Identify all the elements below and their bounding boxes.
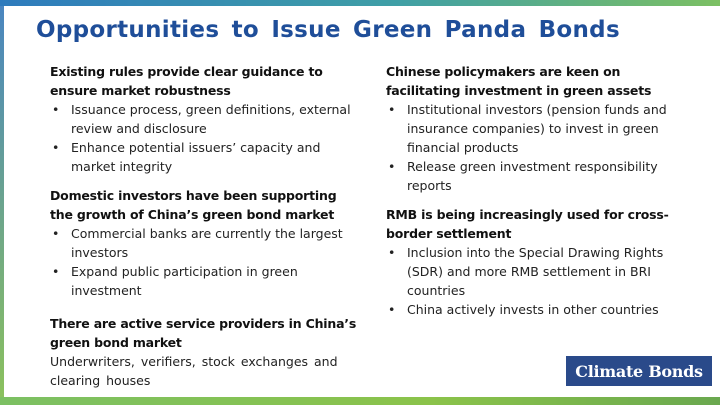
list-item: • Inclusion into the Special Drawing Rights (SDR) and more RMB settlement in BRI countries — [388, 245, 664, 298]
bullet-icon: • — [388, 245, 396, 260]
section-heading: RMB is being increasingly used for cross-border settlement — [386, 207, 669, 241]
bullet-icon: • — [52, 102, 60, 117]
section-domestic-investors — [50, 186, 360, 300]
bullet-list — [386, 100, 692, 195]
bullet-icon: • — [52, 226, 60, 241]
slide-title: Opportunities to Issue Green Panda Bonds — [36, 17, 620, 43]
section-rmb-settlement — [386, 205, 692, 319]
left-accent-bar — [0, 6, 4, 405]
bullet-icon: • — [388, 302, 396, 317]
list-item: • Institutional investors (pension funds and insurance companies) to invest in green financial products — [388, 102, 667, 155]
section-text: Underwriters, verifiers, stock exchanges and clearing houses — [50, 354, 338, 388]
section-existing-rules — [50, 62, 360, 176]
bullet-list — [50, 224, 360, 300]
bullet-icon: • — [52, 264, 60, 279]
logo-text: Climate Bonds — [575, 361, 703, 381]
left-column — [50, 62, 360, 396]
section-service-providers — [50, 314, 360, 390]
section-heading: There are active service providers in China’s green bond market — [50, 316, 357, 350]
bullet-list — [50, 100, 360, 176]
bottom-accent-bar — [0, 397, 720, 405]
list-item: • Issuance process, green definitions, external review and disclosure — [52, 102, 351, 136]
bullet-list — [386, 243, 692, 319]
section-heading: Domestic investors have been supporting the growth of China’s green bond market — [50, 188, 337, 222]
bullet-icon: • — [388, 159, 396, 174]
climate-bonds-logo — [566, 356, 712, 386]
list-item: • Commercial banks are currently the largest investors — [52, 226, 343, 260]
section-heading: Existing rules provide clear guidance to ensure market robustness — [50, 64, 323, 98]
list-item: • China actively invests in other countries — [388, 302, 659, 317]
right-column — [386, 62, 692, 325]
section-policymakers — [386, 62, 692, 195]
bullet-icon: • — [388, 102, 396, 117]
list-item: • Release green investment responsibility reports — [388, 159, 658, 193]
top-accent-bar — [0, 0, 720, 6]
section-heading: Chinese policymakers are keen on facilitating investment in green assets — [386, 64, 652, 98]
list-item: • Enhance potential issuers’ capacity and market integrity — [52, 140, 321, 174]
bullet-icon: • — [52, 140, 60, 155]
list-item: • Expand public participation in green investment — [52, 264, 298, 298]
